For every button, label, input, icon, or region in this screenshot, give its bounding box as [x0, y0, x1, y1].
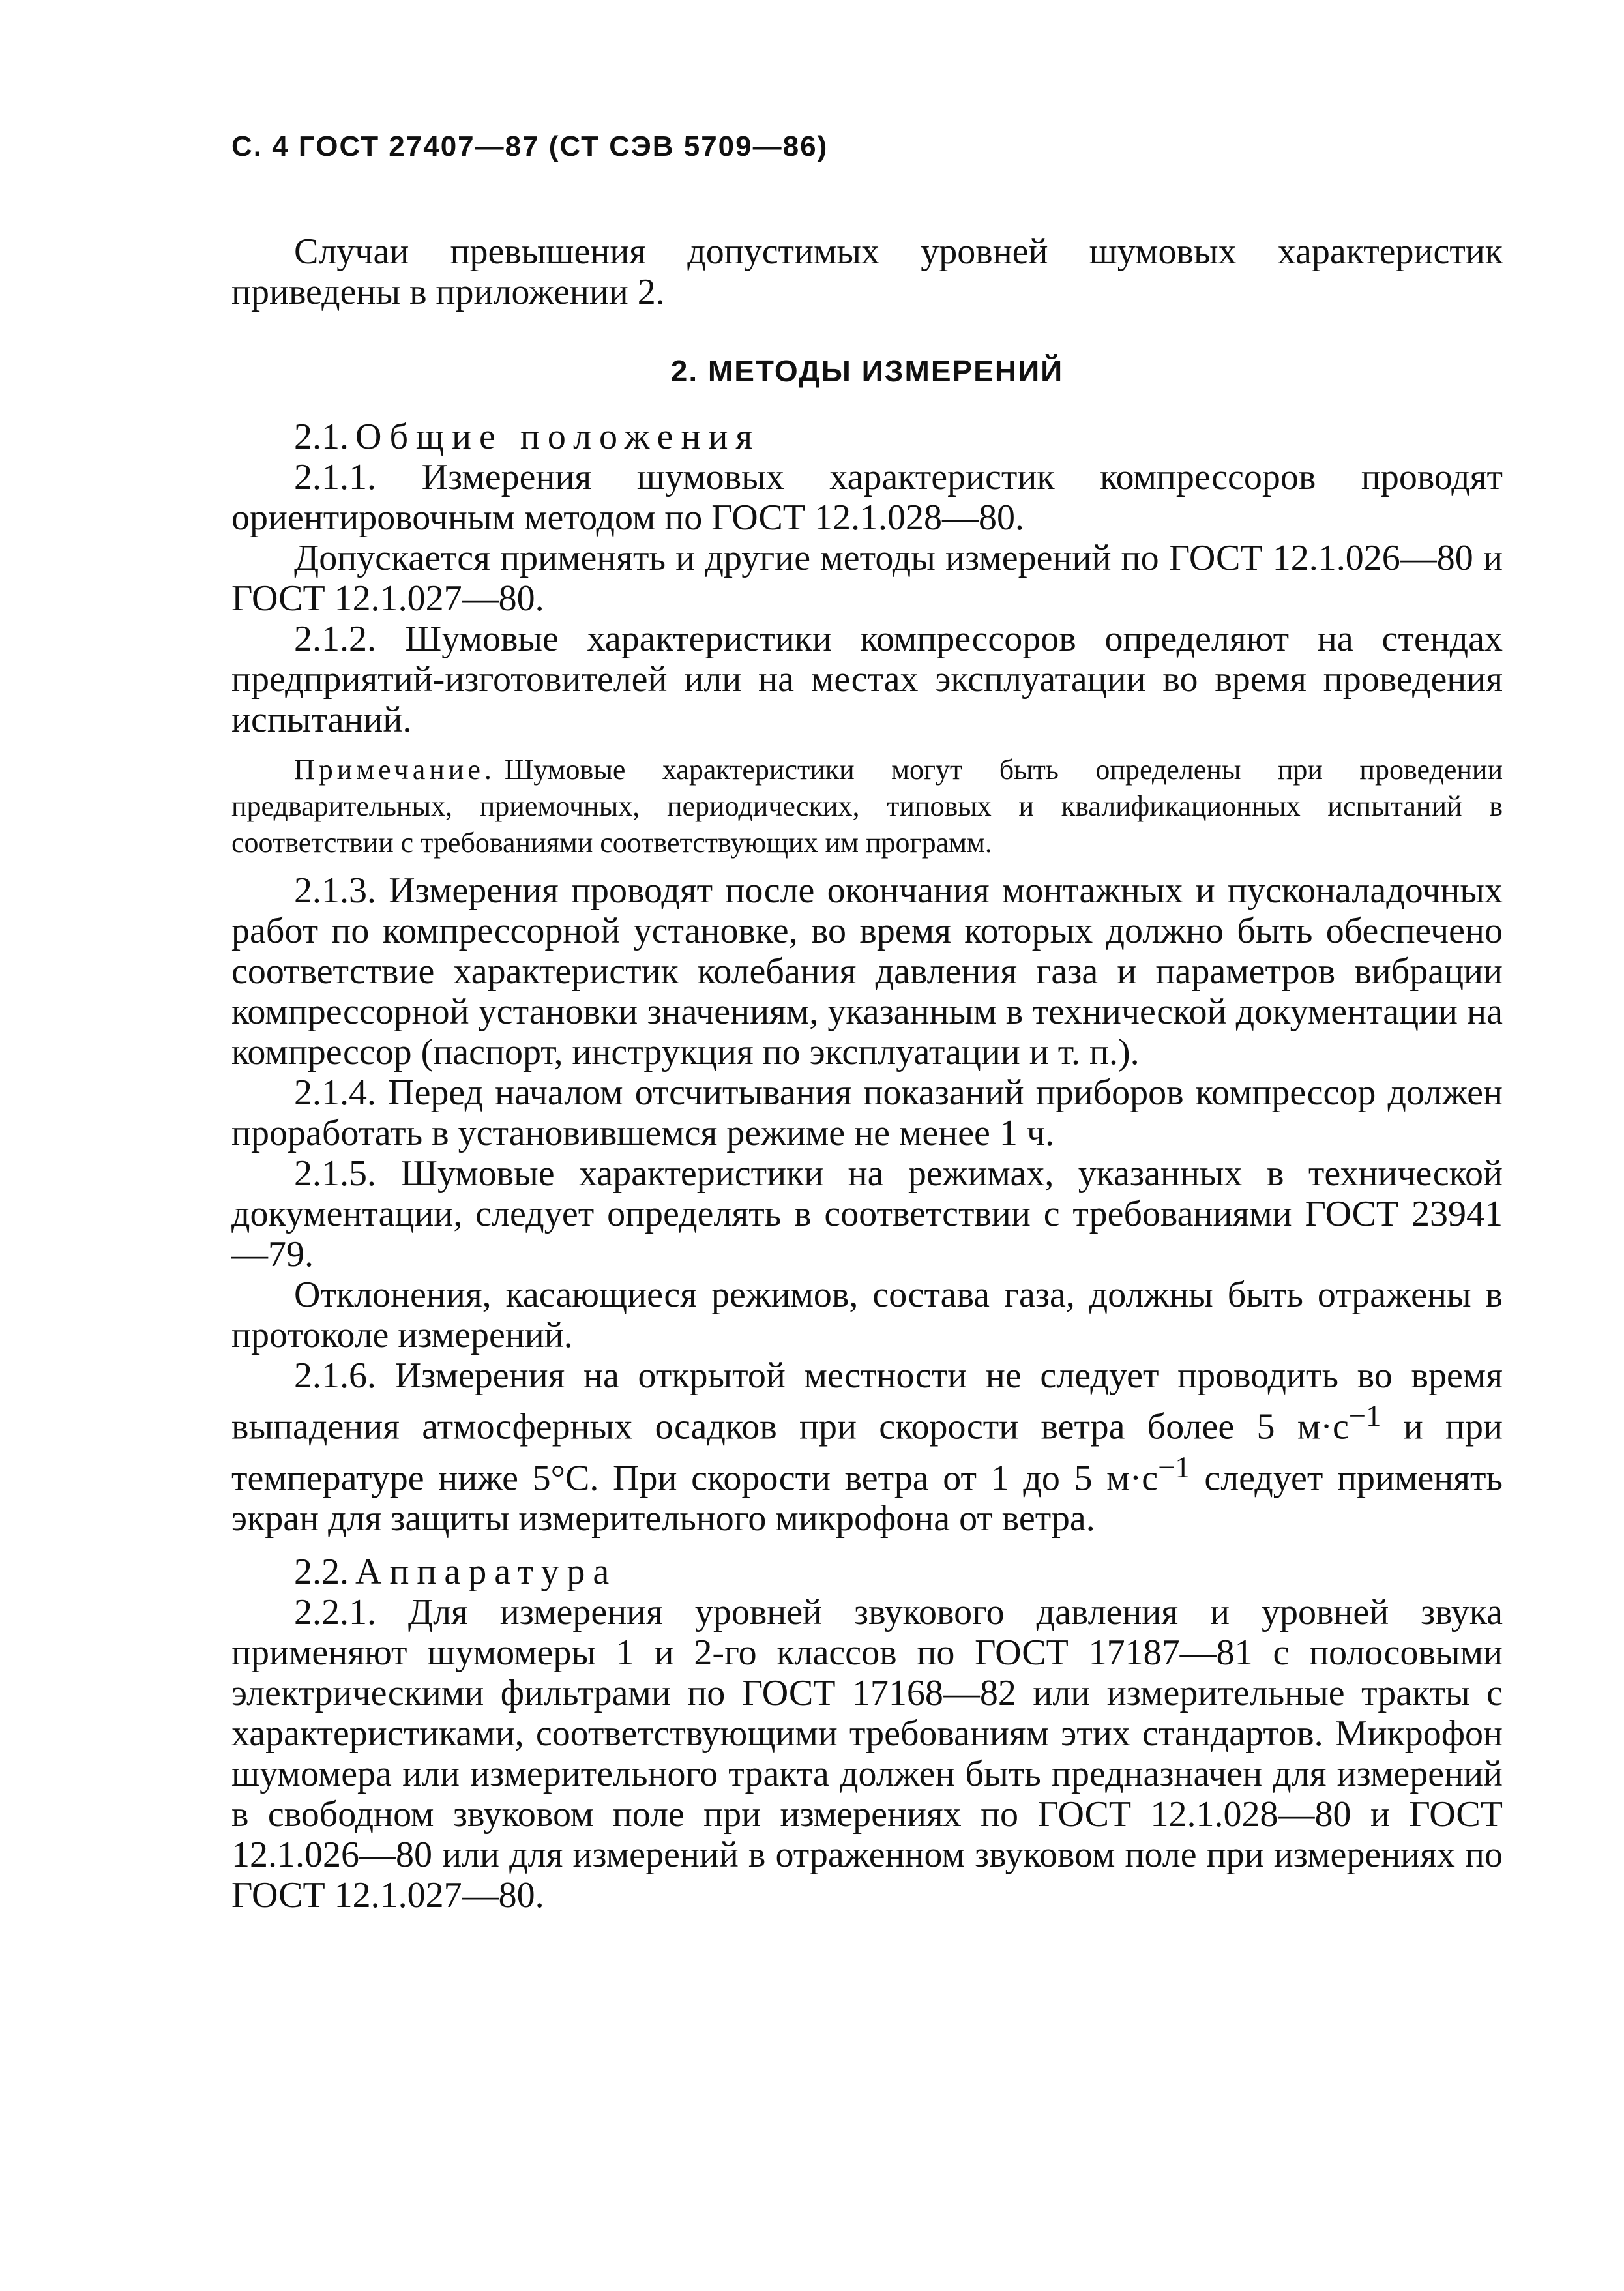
- document-page: [231, 0, 1503, 2291]
- paragraph-2-1-5: 2.1.5. Шумовые характеристики на режимах, указанных в технической документации, следует определять в соответствии с требованиями ГОСТ 23941—79.: [231, 1153, 1503, 1275]
- paragraph-2-1-6-part2: и при температуре ниже 5°C. При скорости ветра от 1 до 5 м·с: [231, 1406, 1503, 1499]
- subsection-heading-general: [231, 417, 1503, 457]
- subsection-number: 2.1.: [294, 417, 349, 457]
- paragraph-2-1-5-b: Отклонения, касающиеся режимов, состава газа, должны быть отражены в протоколе измерений.: [231, 1275, 1503, 1355]
- paragraph-2-1-1: 2.1.1. Измерения шумовых характеристик компрессоров проводят ориентировочным методом по ГОСТ 12.1.028—80.: [231, 457, 1503, 538]
- superscript-minus-one: −1: [1348, 1399, 1381, 1433]
- paragraph-2-2-1: 2.2.1. Для измерения уровней звукового давления и уровней звука применяют шумомеры 1 и 2-го классов по ГОСТ 17187—81 с полосовыми электрическими фильтрами по ГОСТ 17168—82 или измерительные тракты с характеристиками, соответствующими требованиям этих стандартов. Микрофон шумомера или измерительного тракта должен быть предназначен для измерений в свободном звуковом поле при измерениях по ГОСТ 12.1.028—80 и ГОСТ 12.1.026—80 или для измерений в отраженном звуковом поле при измерениях по ГОСТ 12.1.027—80.: [231, 1592, 1503, 1916]
- document-body: [231, 231, 1503, 1915]
- paragraph-2-1-1-b: Допускается применять и другие методы измерений по ГОСТ 12.1.026—80 и ГОСТ 12.1.027—80.: [231, 538, 1503, 619]
- section-title: 2. МЕТОДЫ ИЗМЕРЕНИЙ: [670, 354, 1064, 388]
- note-text: Шумовые характеристики могут быть определены при проведении предварительных, приемочных, периодических, типовых и квалификационных испытаний в соответствии с требованиями соответствующих им программ.: [231, 754, 1503, 859]
- note-label: Примечание.: [294, 754, 495, 786]
- intro-paragraph: Случаи превышения допустимых уровней шумовых характеристик приведены в приложении 2.: [231, 231, 1503, 312]
- paragraph-2-1-6-part3: следует применять экран для защиты измерительного микрофона от ветра.: [231, 1458, 1503, 1539]
- page-header: С. 4 ГОСТ 27407—87 (СТ СЭВ 5709—86): [231, 130, 829, 162]
- paragraph-2-1-2: 2.1.2. Шумовые характеристики компрессоров определяют на стендах предприятий-изготовителей или на местах эксплуатации во время проведения испытаний.: [231, 619, 1503, 740]
- paragraph-2-1-6-part1: 2.1.6. Измерения на открытой местности не следует проводить во время выпадения атмосферных осадков при скорости ветра более 5 м·с: [231, 1355, 1503, 1447]
- subsection-number: 2.2.: [294, 1552, 349, 1593]
- note-paragraph: [231, 752, 1503, 861]
- subsection-heading-apparatus: [231, 1552, 1503, 1592]
- paragraph-2-1-3: 2.1.3. Измерения проводят после окончания монтажных и пусконаладочных работ по компрессорной установке, во время которых должно быть обеспечено соответствие характеристик колебания давления газа и параметров вибрации компрессорной установки значениям, указанным в технической документации на компрессор (паспорт, инструкция по эксплуатации и т. п.).: [231, 870, 1503, 1072]
- subsection-title: Аппаратура: [355, 1552, 617, 1593]
- paragraph-2-1-6: [231, 1355, 1503, 1539]
- subsection-title: Общие положения: [355, 417, 761, 457]
- superscript-minus-one: −1: [1158, 1450, 1190, 1485]
- paragraph-2-1-4: 2.1.4. Перед началом отсчитывания показаний приборов компрессор должен проработать в установившемся режиме не менее 1 ч.: [231, 1072, 1503, 1153]
